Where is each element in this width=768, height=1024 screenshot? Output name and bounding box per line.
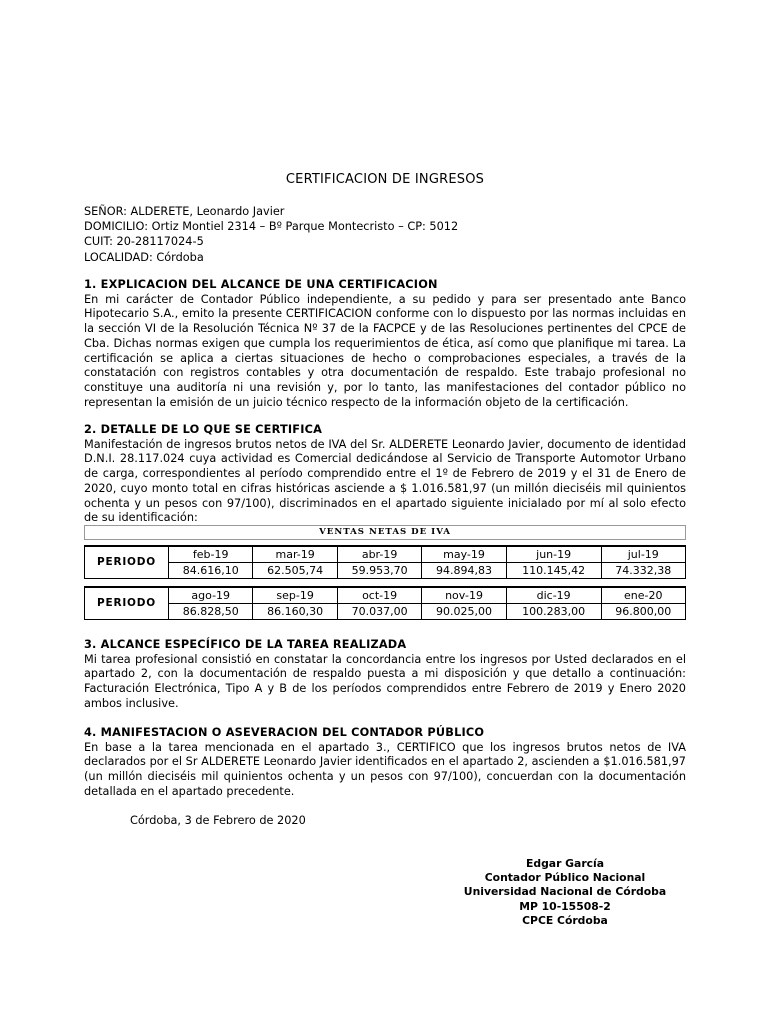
section-3-heading: 3. ALCANCE ESPECÍFICO DE LA TAREA REALIZADA [84,638,407,651]
signer-name: Edgar García [525,857,605,870]
signer-university: Universidad Nacional de Córdoba [463,885,667,899]
value-cell: 90.025,00 [422,604,506,620]
month-cell: abr-19 [337,546,421,563]
month-cell: ago-19 [169,587,253,604]
value-cell: 74.332,38 [601,563,685,579]
section-4 [84,726,686,800]
document-title: CERTIFICACION DE INGRESOS [285,172,485,187]
value-cell: 94.894,83 [422,563,506,579]
month-cell: feb-19 [169,546,253,563]
month-cell: nov-19 [422,587,506,604]
section-2-text: Manifestación de ingresos brutos netos de IVA del Sr. ALDERETE Leonardo Javier, documento de identidad D.N.I. 28.117.024 cuya actividad es Comercial dedicándose al Servicio de Transporte Automotor Urbano de carga, correspondientes al período comprendido entre el 1º de Febrero de 2019 y el 31 de Enero de 2020, cuyo monto total en cifras históricas asciende a $ 1.016.581,97 (un millón dieciséis mil quinientos ochenta y un pesos con 97/100), discriminados en el apartado siguiente inicialado por mí al solo efecto de su identificación: [84,437,686,525]
section-2-heading: 2. DETALLE DE LO QUE SE CERTIFICA [84,423,323,436]
iva-table-2 [84,586,686,620]
section-2 [84,423,686,526]
iva-table-1 [84,545,686,579]
table-row [85,587,686,604]
value-cell: 59.953,70 [337,563,421,579]
month-cell: jun-19 [506,546,601,563]
periodo-label: PERIODO [85,587,169,620]
value-cell: 110.145,42 [506,563,601,579]
value-cell: 84.616,10 [169,563,253,579]
client-name: SEÑOR: ALDERETE, Leonardo Javier [84,205,285,218]
section-4-heading: 4. MANIFESTACION O ASEVERACION DEL CONTADOR PÚBLICO [84,726,485,739]
value-cell: 70.037,00 [337,604,421,620]
ventas-header: VENTAS NETAS DE IVA [84,525,686,540]
month-cell: dic-19 [506,587,601,604]
date-line: Córdoba, 3 de Febrero de 2020 [130,814,306,827]
section-4-text: En base a la tarea mencionada en el apartado 3., CERTIFICO que los ingresos brutos netos de IVA declarados por el Sr ALDERETE Leonardo Javier identificados en el apartado 2, ascienden a $1.016.581,97 (un millón dieciséis mil quinientos ochenta y un pesos con 97/100), concuerdan con la documentación detallada en el apartado precedente. [84,740,686,798]
periodo-label: PERIODO [85,546,169,579]
month-cell: oct-19 [337,587,421,604]
client-locality: LOCALIDAD: Córdoba [84,250,204,264]
value-cell: 100.283,00 [506,604,601,620]
table-row [85,604,686,620]
signer-council: CPCE Córdoba [522,913,608,927]
table-row [85,546,686,563]
signer-title: Contador Público Nacional [484,871,646,885]
section-3 [84,638,686,712]
client-info [84,204,458,265]
client-address: DOMICILIO: Ortiz Montiel 2314 – Bº Parque Montecristo – CP: 5012 [84,220,459,234]
section-3-text: Mi tarea profesional consistió en constatar la concordancia entre los ingresos por Usted declarados en el apartado 2, con la documentación de respaldo puesta a mi disposición y que detallo a continuación: Facturación Electrónica, Tipo A y B de los períodos comprendidos entre Febrero de 2019 y Enero 2020 ambos inclusive. [84,652,686,710]
signature-block [454,857,676,928]
value-cell: 86.160,30 [253,604,337,620]
month-cell: mar-19 [253,546,337,563]
month-cell: ene-20 [601,587,685,604]
section-1-text: En mi carácter de Contador Público independiente, a su pedido y para ser presentado ante Banco Hipotecario S.A., emito la presente CERTIFICACION conforme con lo dispuesto por las normas incluidas en la sección VI de la Resolución Técnica Nº 37 de la FACPCE y de las Resoluciones pertinentes del CPCE de Cba. Dichas normas exigen que cumpla los requerimientos de ética, así como que planifique mi tarea. La certificación se aplica a ciertas situaciones de hecho o comprobaciones especiales, a través de la constatación con registros contables y otra documentación de respaldo. Este trabajo profesional no constituye una auditoría ni una revisión y, por lo tanto, las manifestaciones del contador público no representan la emisión de un juicio técnico respecto de la información objeto de la certificación. [84,292,686,409]
value-cell: 62.505,74 [253,563,337,579]
section-1-heading: 1. EXPLICACION DEL ALCANCE DE UNA CERTIFICACION [84,278,438,291]
month-cell: may-19 [422,546,506,563]
month-cell: jul-19 [601,546,685,563]
month-cell: sep-19 [253,587,337,604]
signer-mp: MP 10-15508-2 [519,899,611,913]
value-cell: 96.800,00 [601,604,685,620]
table-row [85,563,686,579]
value-cell: 86.828,50 [169,604,253,620]
section-1 [84,278,686,410]
client-cuit: CUIT: 20-28117024-5 [84,235,204,249]
